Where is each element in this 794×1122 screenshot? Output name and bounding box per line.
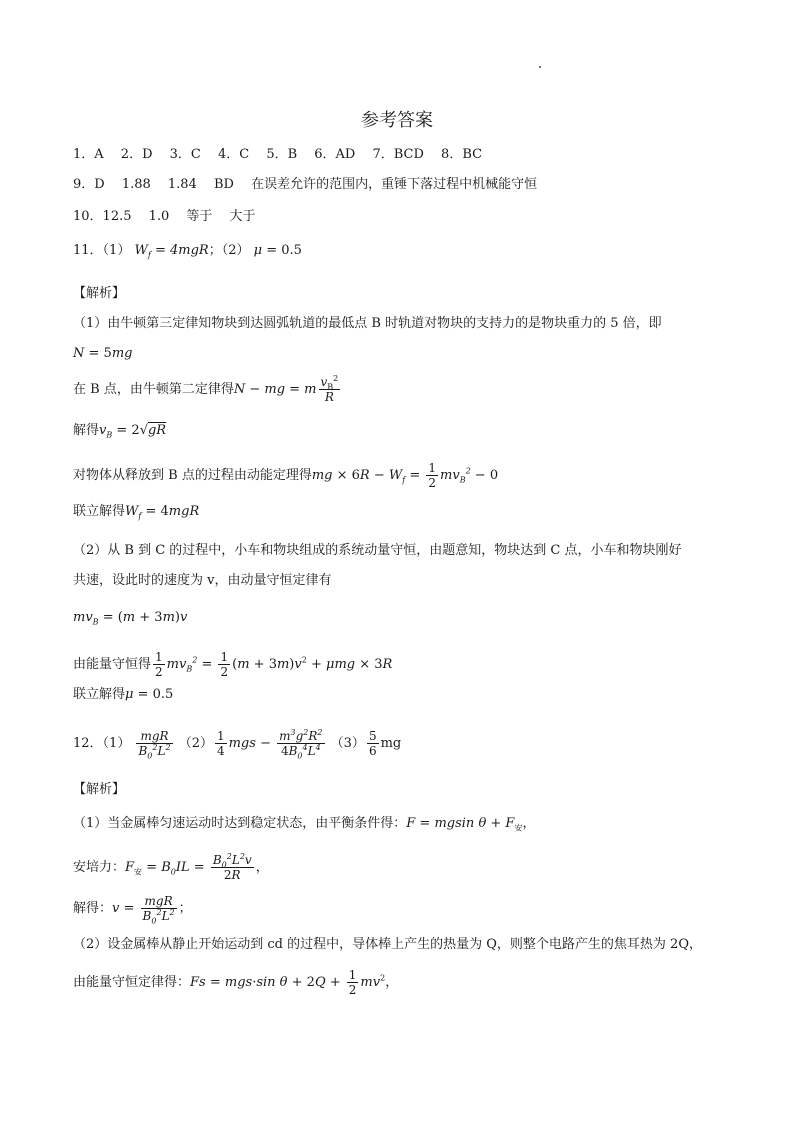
q10-answer: 10．12.5 1.0 等于 大于	[73, 209, 256, 224]
q9-answer: 9．D 1.88 1.84 BD 在误差允许的范围内，重锤下落过程中机械能守恒	[73, 177, 538, 192]
q12-jiexi-label: 【解析】	[73, 782, 126, 797]
q11-line1: （1）由牛顿第三定律知物块到达圆弧轨道的最低点 B 时轨道对物块的支持力的是物块重力的 5 倍，即	[73, 316, 662, 331]
q12-ampere: 安培力：$F_安 = B_0IL$ = $\frac{B_0^2L^2v}{2R}$ ，	[73, 852, 269, 882]
q11-newton2: 在 B 点，由牛顿第二定律得N − mg = m $\frac{v_B^2}{R}$	[73, 374, 339, 404]
scan-dot	[539, 66, 541, 68]
q11-line8: 共速，设此时的速度为 v，由动量守恒定律有	[73, 573, 332, 588]
q11-momentum: $mv_B = (m + 3m)v$	[73, 610, 188, 627]
mc-answers: 1．A 2．D 3．C 4．C 5．B 6．AD 7．BCD 8．BC	[73, 147, 483, 162]
q11-line7: （2）从 B 到 C 的过程中，小车和物块组成的系统动量守恒，由题意知，物块达到 C 点，小车和物块刚好	[73, 543, 682, 558]
q12-v: 解得：v = $\frac{\text{mgR}}{B_0^2L^2}$ ；	[73, 894, 192, 926]
q11-wf: 联立解得$W_f = 4mgR$	[73, 504, 200, 521]
q11-mu: 联立解得μ = 0.5	[73, 687, 174, 702]
q11-energy: 由能量守恒得 $\frac{1}{2}$ $mv_B^2$ = $\frac{1}{2}$ $(m + 3m)v^2 + \mu mg \times 3R$	[73, 650, 393, 679]
q11-vb: 解得$v_B = 2√gR$	[73, 423, 167, 440]
q12-energy: 由能量守恒定律得：Fs = mgs·sin θ + 2Q + $\frac{1}{2}$ $mv^2$，	[73, 968, 399, 997]
q12-line1: （1）当金属棒匀速运动时达到稳定状态，由平衡条件得：F = mgsin $\theta + F_安$，	[73, 816, 536, 833]
q11-jiexi-label: 【解析】	[73, 286, 126, 301]
q11-work-energy: 对物体从释放到 B 点的过程由动能定理得mg × $6R - W_f$ = $\frac{1}{2}$ $mv_B^2 - 0$	[73, 461, 499, 490]
q11-answer: 11．（1） $W_f = 4mgR$；（2） μ = 0.5	[73, 243, 302, 260]
q12-answer: 12．（1） $\frac{\text{mgR}}{B_0^2L^2}$ （2） $\frac{1}{4}$ mgs − $\frac{m^3g^2R^2}{4B_0^4L^4}$ （3） $\frac{5}{6}$ mg	[73, 728, 402, 761]
page-title: 参考答案	[361, 110, 433, 131]
q11-eq-normal-force: N = 5mg	[73, 346, 133, 361]
q12-line4: （2）设金属棒从静止开始运动到 cd 的过程中，导体棒上产生的热量为 Q，则整个电路产生的焦耳热为 2Q，	[73, 937, 702, 952]
